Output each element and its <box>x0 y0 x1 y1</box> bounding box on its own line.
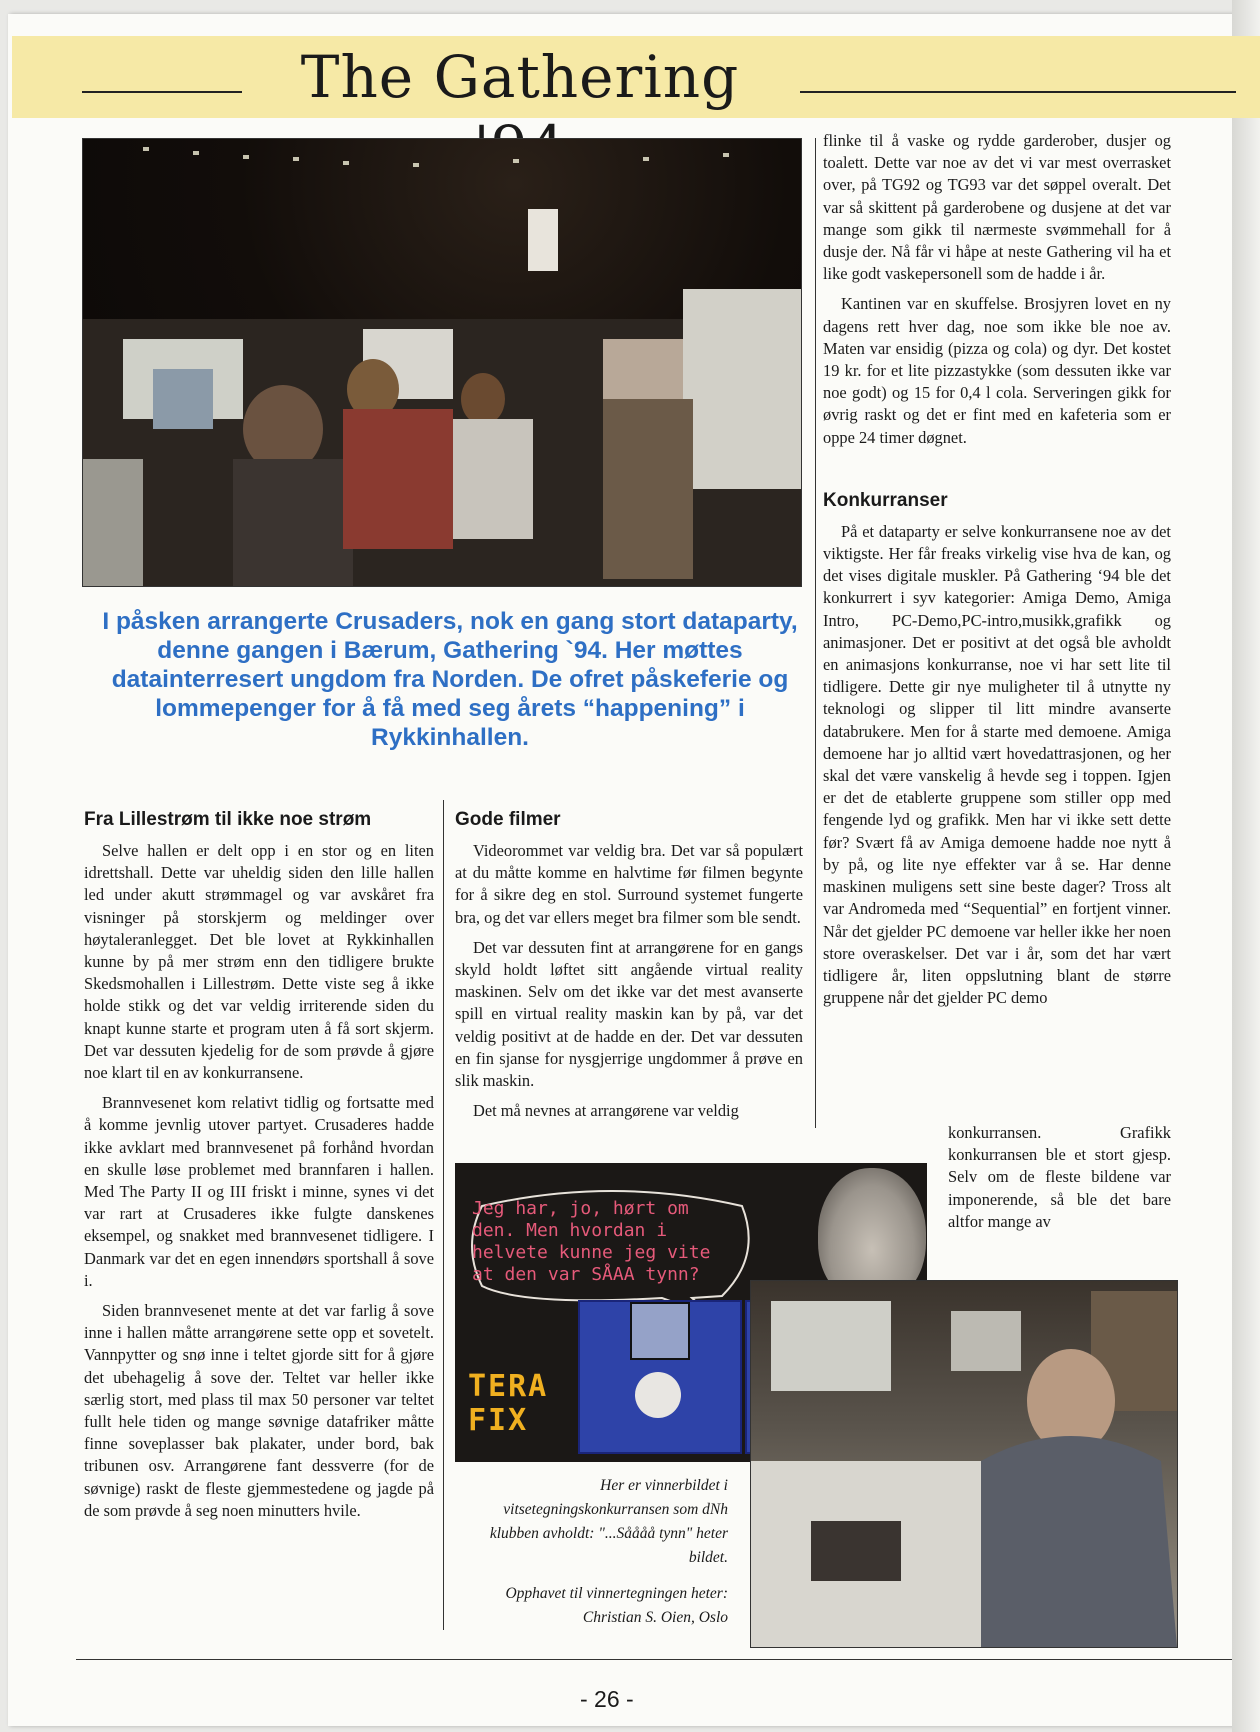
col2-paragraph-1: Videorommet var veldig bra. Det var så populært at du måtte komme en halvtime før filmen begynte for å sikre deg en stol. Surround systemet fungerte bra, og det var ellers meget bra filmer som ble sendt. <box>455 841 803 927</box>
col3-paragraph-1: flinke til å vaske og rydde garderober, dusjer og toalett. Dette var noe av det vi var mest overrasket over, på TG92 og TG93 var det søppel overalt. Det var så skittent på garderobene og dusjene at det var mange som gikk til nærmeste svømmehall for å dusje der. Nå får vi håpe at neste Gathering vil ha et like godt vaskepersonell som de hadde i år. <box>823 131 1171 284</box>
column-3-continued <box>948 1122 1171 1241</box>
floppy-disk-left <box>578 1300 742 1454</box>
photo-gathering-hall <box>82 138 802 587</box>
page-number: - 26 - <box>580 1686 634 1712</box>
photo-gathering-hall-drawing <box>83 139 801 586</box>
heading-gode-filmer: Gode filmer <box>455 809 561 830</box>
col3-paragraph-3: På et dataparty er selve konkurransene noe av det viktigste. Her får freaks virkelig vise hva de kan, og det vises digitale muskler. På Gathering ‘94 ble det konkurrert i syv kategorier: Amiga Demo, Amiga Intro, PC-Demo,PC-intro,musikk,grafikk og animasjoner. Det er positivt at det også ble avholdt en animasjons konkurranse, noe vi har sett lite til tidligere. Dette gir nye muligheter til å utnytte ny teknologi og slipper til litt mindre avanserte databrukere. Men for å starte med demoene. Amiga demoene har jo alltid vært hovedattrasjonen, og her skal det være vanskelig å hevde seg i toppen. Igjen er det de etablerte gruppene som stiller opp med fengende lyd og grafikk. Men har vi ikke sett dette før? Svært få av Amiga demoene hadde noe nytt å by på, og lite nye effekter var å se. Har denne maskinen muligens sett sine beste dager? Tross alt var Andromeda med “Sequential” en fortjent vinner. Når det gjelder PC demoene var heller ikke her noen store overaskelser. Det var i år, som det har vært tidligere år, liten oppslutning blant de større gruppene når det gjelder PC demo <box>823 521 1171 1008</box>
heading-lillestrom: Fra Lillestrøm til ikke noe strøm <box>84 809 372 830</box>
column-rule-2 <box>815 138 816 1128</box>
column-1 <box>84 808 434 1530</box>
photo-boy-drawing <box>751 1281 1177 1647</box>
floppy-hub-icon <box>635 1372 681 1418</box>
col1-paragraph-1: Selve hallen er delt opp i en stor og en liten idrettshall. Dette var uheldig siden den lille hallen led under akutt strømmagel og var avskåret fra visninger på storskjerm og meldinger over høytaleranlegget. Det ble lovet at Rykkinhallen kunne by på mer strøm enn den tidligere brukte Skedsmohallen i Lillestrøm. Dette viste seg å ikke holde stikk og det var veldig irriterende siden du knapt kunne starte et program uten å få sort skjerm. Det var dessuten kjedelig for de som prøvde å gjøre noe klart til en av konkurransene. <box>84 841 434 1083</box>
col1-paragraph-2: Brannvesenet kom relativt tidlig og fortsatte med å komme jevnlig utover partyet. Crusaderes hadde ikke avklart med brannvesenet på forhånd hvordan en skulle løse problemet med brannfaren i hallen. Med The Party II og III friskt i minne, synes vi det var rart at Crusaderes ikke fulgte danskenes eksempel, og snakket med brannvesenet tidligere. I Danmark var det en egen innendørs sportshall å sove i. <box>84 1093 434 1290</box>
article-lede: I påsken arrangerte Crusaders, nok en gang stort dataparty, denne gangen i Bærum, Gathering `94. Her møttes datainterresert ungdom fra Norden. De ofret påskeferie og lommepenger for å få med seg årets “happening” i Rykkinhallen. <box>102 608 798 751</box>
heading-konkurranser: Konkurranser <box>823 489 948 511</box>
column-rule-1 <box>443 800 444 1630</box>
floppy-shutter-left <box>630 1302 690 1360</box>
title-arrow-left <box>82 91 242 93</box>
footer-rule <box>76 1659 1232 1660</box>
caption-line-2: Opphavet til vinnertegningen heter: Christian S. Oien, Oslo <box>505 1585 728 1626</box>
page-title: The Gathering <box>300 43 740 111</box>
col3-paragraph-3-continued: konkurransen. Grafikk konkurransen ble et stort gjesp. Selv om de fleste bildene var imponerende, så ble det bare altfor mange av <box>948 1123 1171 1231</box>
photo-boy-at-computer <box>750 1280 1178 1648</box>
image-caption <box>470 1474 728 1642</box>
terafix-logo: TERA FIX <box>468 1369 549 1438</box>
col1-paragraph-3: Siden brannvesenet mente at det var farlig å sove inne i hallen måtte arrangørene sette opp et sovetelt. Vannpytter og snø inne i teltet gjorde sitt for å gjøre det ubehagelig å sove der. Teltet var heller ikke særlig stort, med plass til max 50 personer var teltet fullt hele tiden og mange søvnige datafriker måtte finne soveplasser bak plakater, under bord, bak tribunen osv. Arrangørene fant dessverre (for de søvnige) raskt de fleste gjemmestedene og jagde på de som prøvde å seg noen minutters hvile. <box>84 1301 434 1520</box>
column-3 <box>823 130 1171 1017</box>
col2-paragraph-3: Det må nevnes at arrangørene var veldig <box>473 1101 739 1121</box>
col3-paragraph-2: Kantinen var en skuffelse. Brosjyren lovet en ny dagens rett hver dag, noe som ikke ble noe av. Maten var ensidig (pizza og cola) og dyr. Det kostet 19 kr. for et lite pizzastykke (som dessuten ikke var noe godt) og 15 for 0,4 l cola. Serveringen gikk for øvrig raskt og det er fint med en kafeteria som er oppe 24 timer døgnet. <box>823 294 1171 447</box>
page-edge <box>1232 0 1260 1732</box>
title-arrow-right <box>800 91 1236 93</box>
speech-bubble-text: Jeg har, jo, hørt om den. Men hvordan i helvete kunne jeg vite at den var SÅAA tynn? <box>472 1198 711 1285</box>
caption-line-1: Her er vinnerbildet i vitsetegningskonkurransen som dNh klubben avholdt: "...Såååå tynn" heter bildet. <box>489 1477 728 1566</box>
column-2 <box>455 808 803 1130</box>
col2-paragraph-2: Det var dessuten fint at arrangørene for en gangs skyld holdt løftet sitt angående virtual reality maskinen. Selv om det ikke var det mest avanserte spill en virtual reality maskin kan by på, var det veldig positivt at de hadde en der. Det var dessuten en fin sjanse for nysgjerrige ungdommer å prøve en slik maskin. <box>455 937 803 1091</box>
